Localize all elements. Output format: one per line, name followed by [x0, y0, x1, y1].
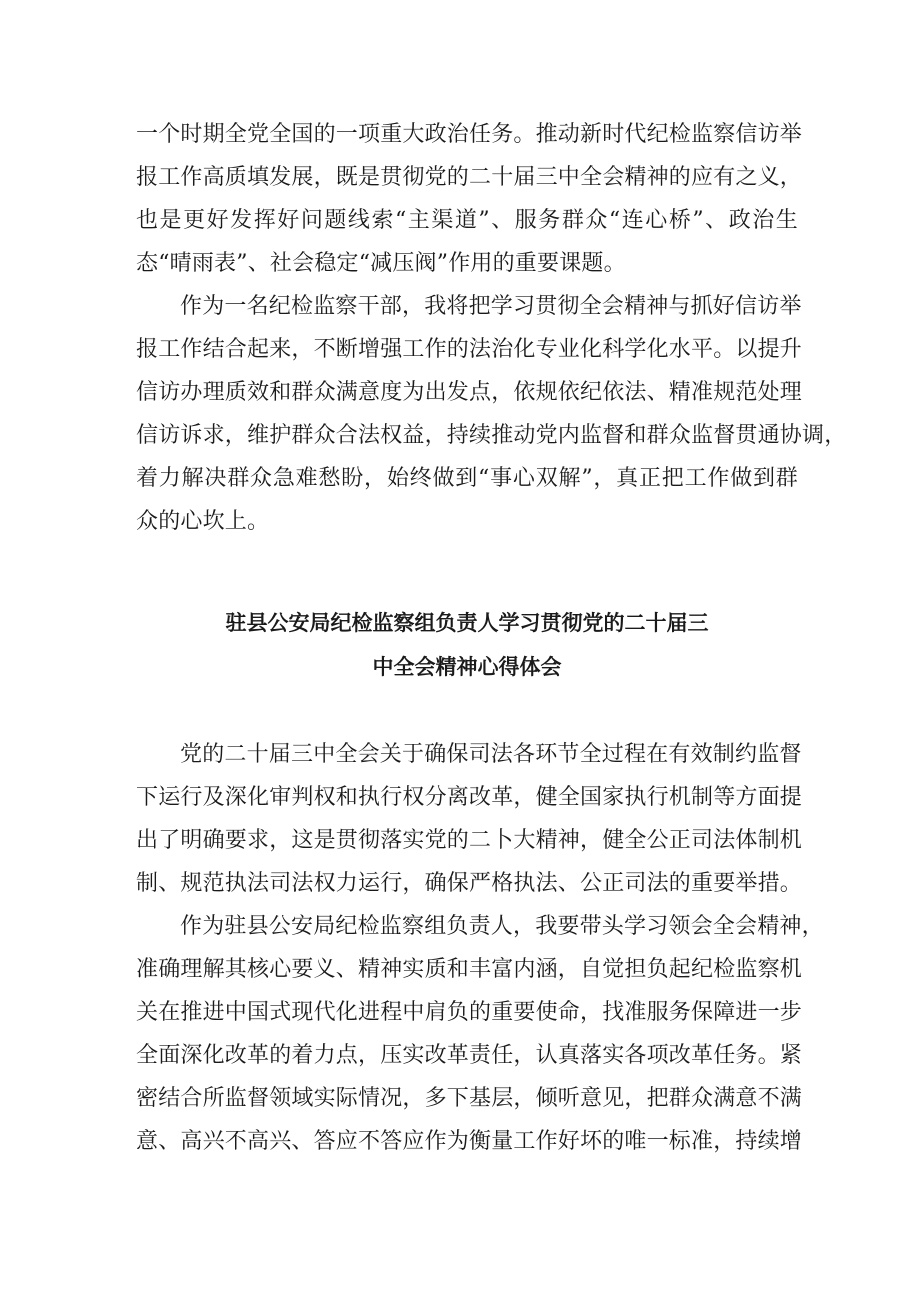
text-line: 意、高兴不高兴、答应不答应作为衡量工作好坏的唯一标准，持续增 [136, 1129, 803, 1154]
text-line: 全面深化改革的着力点，压实改革责任，认真落实各项改革任务。紧 [136, 1043, 803, 1068]
text-line: 下运行及深化审判权和执行权分离改革，健全国家执行机制等方面提 [136, 785, 803, 810]
text-line: 一个时期全党全国的一项重大政治任务。推动新时代纪检监察信访举 [136, 122, 803, 147]
text-line: 密结合所监督领域实际情况，多下基层，倾听意见，把群众满意不满 [136, 1086, 803, 1111]
text-line: 信访办理质效和群众满意度为出发点，依规依纪依法、精准规范处理 [136, 380, 803, 405]
text-line: 制、规范执法司法权力运行，确保严格执法、公正司法的重要举措。 [136, 871, 803, 896]
text-line: 党的二十届三中全会关于确保司法各环节全过程在有效制约监督 [180, 742, 802, 767]
text-line: 信访诉求，维护群众合法权益，持续推动党内监督和群众监督贯通协调， [136, 423, 847, 448]
article-paragraph-2 [136, 905, 824, 1163]
article-title-line-2: 中全会精神心得体会 [372, 655, 562, 679]
article-title-line-1: 驻县公安局纪检监察组负责人学习贯彻党的二十届三 [225, 611, 709, 635]
paragraph-2 [136, 285, 847, 543]
article-title [136, 601, 798, 689]
text-line: 作为驻县公安局纪检监察组负责人，我要带头学习领会全会精神， [180, 914, 824, 939]
text-line: 出了明确要求，这是贯彻落实党的二卜大精神，健全公正司法体制机 [136, 828, 803, 853]
paragraph-1 [136, 113, 803, 285]
text-line: 关在推进中国式现代化进程中肩负的重要使命，找准服务保障进一步 [136, 1000, 803, 1025]
text-line: 着力解决群众急难愁盼，始终做到“事心双解”，真正把工作做到群 [136, 466, 798, 491]
text-line: 态“晴雨表”、社会稳定“减压阀”作用的重要课题。 [136, 251, 626, 276]
text-line: 众的心坎上。 [136, 509, 270, 534]
document-page [136, 113, 847, 1163]
text-line: 准确理解其核心要义、精神实质和丰富内涵，自觉担负起纪检监察机 [136, 957, 803, 982]
text-line: 报工作结合起来，不断增强工作的法治化专业化科学化水平。以提升 [136, 337, 803, 362]
text-line: 也是更好发挥好问题线索“主渠道”、服务群众“连心桥”、政治生 [136, 208, 798, 233]
text-line: 作为一名纪检监察干部，我将把学习贯彻全会精神与抓好信访举 [180, 294, 802, 319]
article-paragraph-1 [136, 733, 803, 905]
text-line: 报工作高质填发展，既是贯彻党的二十届三中全会精神的应有之义， [136, 165, 803, 190]
